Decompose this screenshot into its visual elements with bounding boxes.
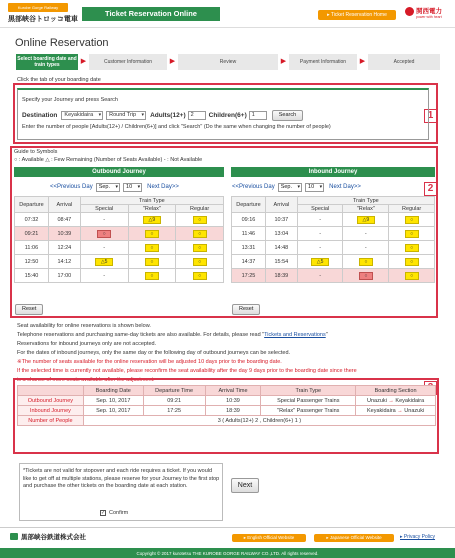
- info-warning-1: ※The number of seats available for the online reservation will be adjusted 10 days prior to the boarding date.: [17, 359, 282, 365]
- info-line-3: Reservations for inbound journeys only are not accepted.: [17, 341, 157, 347]
- relax-seat-cell: [128, 269, 176, 283]
- th-regular: Regular: [389, 205, 435, 213]
- chevron-down-icon: ▾: [137, 183, 141, 190]
- special-seat-button[interactable]: ○: [97, 230, 111, 238]
- trip-type-select[interactable]: [106, 111, 146, 120]
- special-seat-button[interactable]: △5: [311, 258, 329, 266]
- ticket-reservation-home-link[interactable]: ▸ Ticket Reservation Home: [318, 10, 396, 20]
- th-departure: Departure: [232, 197, 266, 213]
- regular-seat-cell: [176, 227, 224, 241]
- summary-inbound-date: Sep. 10, 2017: [83, 406, 143, 416]
- regular-seat-cell: [389, 213, 435, 227]
- regular-seat-cell: [389, 269, 435, 283]
- relax-seat-cell: -: [343, 227, 389, 241]
- regular-seat-cell: [176, 269, 224, 283]
- arrival-time-cell: 15:54: [265, 255, 297, 269]
- th-special: Special: [297, 205, 343, 213]
- inbound-row: [232, 269, 435, 283]
- relax-seat-button[interactable]: ○: [359, 258, 373, 266]
- info-warning-3: is a chance of more seats available after the adjustment.: [17, 377, 155, 383]
- next-button[interactable]: Next: [231, 478, 259, 493]
- summary-header-section: Boarding Section: [356, 386, 436, 396]
- japanese-website-link[interactable]: ▸ Japanese Official Website: [314, 534, 394, 542]
- summary-header-blank: [18, 386, 84, 396]
- inbound-row: [232, 255, 435, 269]
- summary-people-row: [18, 416, 436, 426]
- outbound-row: [15, 255, 224, 269]
- relax-seat-button[interactable]: ○: [145, 244, 159, 252]
- summary-inbound-departure: 17:25: [143, 406, 205, 416]
- english-website-link[interactable]: ▸ English Official Website: [232, 534, 306, 542]
- inbound-row: [232, 241, 435, 255]
- destination-label: Destination: [22, 111, 58, 119]
- arrival-time-cell: 10:39: [48, 227, 80, 241]
- inbound-timetable: [231, 196, 435, 283]
- special-seat-cell: [297, 255, 343, 269]
- annotation-number-2: 2: [424, 182, 437, 196]
- outbound-previous-day-link[interactable]: <<Previous Day: [50, 184, 93, 190]
- th-regular: Regular: [176, 205, 224, 213]
- departure-time-cell: 12:50: [15, 255, 49, 269]
- summary-outbound-section: [356, 396, 436, 406]
- inbound-previous-day-link[interactable]: <<Previous Day: [232, 184, 275, 190]
- arrow-right-icon: →: [397, 407, 403, 414]
- relax-seat-button[interactable]: ○: [359, 272, 373, 280]
- outbound-day-value: 10: [126, 183, 133, 190]
- inbound-day-value: 10: [308, 183, 315, 190]
- departure-time-cell: 09:21: [15, 227, 49, 241]
- summary-inbound-arrival: 18:39: [205, 406, 261, 416]
- chevron-down-icon: ▾: [98, 111, 102, 118]
- departure-time-cell: 17:25: [232, 269, 266, 283]
- footer-company-name: 黒部峡谷鉄道株式会社: [21, 534, 86, 541]
- arrival-time-cell: 17:00: [48, 269, 80, 283]
- outbound-heading: Outbound Journey: [14, 167, 224, 177]
- section-to: Unazuki: [404, 407, 425, 414]
- special-seat-button[interactable]: △5: [95, 258, 113, 266]
- regular-seat-button[interactable]: ○: [193, 272, 207, 280]
- step-arrow-icon: ▶: [80, 58, 87, 65]
- regular-seat-button[interactable]: ○: [193, 258, 207, 266]
- children-input[interactable]: 1: [249, 111, 267, 120]
- info-line-2-text: Telephone reservations and purchasing same-day tickets are also available. For details, please read ": [17, 332, 265, 338]
- chevron-down-icon: ▾: [319, 183, 323, 190]
- site-header: [0, 0, 455, 28]
- special-seat-cell: -: [80, 241, 128, 255]
- logo-text: 黒部峡谷トロッコ電車: [8, 14, 78, 23]
- arrival-time-cell: 08:47: [48, 213, 80, 227]
- regular-seat-button[interactable]: ○: [405, 244, 419, 252]
- th-relax: "Relax": [343, 205, 389, 213]
- departure-time-cell: 07:32: [15, 213, 49, 227]
- outbound-next-day-link[interactable]: Next Day>>: [147, 184, 179, 190]
- outbound-month-select[interactable]: [96, 183, 120, 192]
- regular-seat-cell: [176, 255, 224, 269]
- step-select-boarding: Select boarding date and train types: [17, 56, 77, 68]
- info-line-2: [17, 332, 328, 338]
- arrival-time-cell: 14:12: [48, 255, 80, 269]
- summary-outbound-departure: 09:21: [143, 396, 205, 406]
- summary-header-arrival: Arrival Time: [205, 386, 261, 396]
- departure-time-cell: 15:40: [15, 269, 49, 283]
- step-arrow-icon: ▶: [359, 58, 366, 65]
- destination-value: Keyakidaira: [64, 111, 94, 118]
- relax-seat-cell: [128, 213, 176, 227]
- regular-seat-button[interactable]: ○: [405, 230, 419, 238]
- search-instruction: Specify your Journey and press Search: [22, 97, 118, 103]
- outbound-reset-button[interactable]: Reset: [15, 304, 43, 315]
- step-customer-information: Customer Information: [89, 54, 167, 70]
- summary-inbound-type: "Relax" Passenger Trains: [261, 406, 356, 416]
- section-to: Keyakidaira: [395, 397, 425, 404]
- outbound-row: [15, 213, 224, 227]
- notice-text: *Tickets are not valid for stopover and each ride requires a ticket. If you would like to get off at multiple stations, please reserve for your Journey to the first stop and purchase the other tickets on the boarding date at each station.: [23, 468, 220, 490]
- chevron-down-icon: ▾: [115, 183, 119, 190]
- special-seat-cell: -: [297, 241, 343, 255]
- regular-seat-cell: [389, 255, 435, 269]
- regular-seat-button[interactable]: ○: [405, 258, 419, 266]
- arrival-time-cell: 12:24: [48, 241, 80, 255]
- regular-seat-cell: [389, 227, 435, 241]
- regular-seat-button[interactable]: ○: [193, 216, 207, 224]
- info-line-4: For the dates of inbound journeys, only the same day or the following day of outbound journeys can be selected.: [17, 350, 291, 356]
- logo-badge: Kurobe Gorge Railway: [8, 3, 68, 12]
- stopover-notice: [19, 463, 223, 521]
- arrival-time-cell: 14:48: [265, 241, 297, 255]
- th-train-type: Train Type: [80, 197, 223, 205]
- summary-people-value: 3 ( Adults(12+) 2 , Children(6+) 1 ): [83, 416, 435, 426]
- summary-outbound-row: [18, 396, 436, 406]
- inbound-day-select[interactable]: [305, 183, 324, 192]
- departure-time-cell: 13:31: [232, 241, 266, 255]
- step-payment-information: Payment Information: [289, 54, 357, 70]
- outbound-row: [15, 241, 224, 255]
- step-arrow-icon: ▶: [169, 58, 176, 65]
- search-form: [22, 110, 303, 120]
- info-line-1: Seat availability for online reservations is shown below.: [17, 323, 151, 329]
- special-seat-cell: -: [297, 227, 343, 241]
- arrow-right-icon: →: [388, 397, 394, 404]
- site-footer: [0, 527, 455, 558]
- departure-time-cell: 14:37: [232, 255, 266, 269]
- outbound-month-value: Sep.: [98, 183, 111, 190]
- outbound-date-nav: [50, 182, 179, 192]
- summary-outbound-date: Sep. 10, 2017: [83, 396, 143, 406]
- checkbox-checked-icon[interactable]: ✓: [101, 510, 106, 516]
- summary-outbound-type: Special Passenger Trains: [261, 396, 356, 406]
- kepco-mark-icon: [405, 7, 414, 16]
- special-seat-cell: -: [80, 213, 128, 227]
- regular-seat-button[interactable]: ○: [405, 272, 419, 280]
- th-arrival: Arrival: [48, 197, 80, 213]
- inbound-month-select[interactable]: [278, 183, 302, 192]
- reservation-summary: [17, 385, 436, 426]
- th-relax: "Relax": [128, 205, 176, 213]
- departure-time-cell: 11:06: [15, 241, 49, 255]
- tab-note: Click the tab of your boarding date: [17, 77, 101, 83]
- special-seat-cell: -: [297, 269, 343, 283]
- trip-type-value: Round Trip: [109, 111, 137, 118]
- inbound-next-day-link[interactable]: Next Day>>: [329, 184, 361, 190]
- arrival-time-cell: 18:39: [265, 269, 297, 283]
- kepco-logo[interactable]: [405, 5, 449, 23]
- kepco-tagline: power with heart: [416, 15, 442, 19]
- regular-seat-cell: [389, 241, 435, 255]
- footer-company: [10, 532, 86, 541]
- chevron-down-icon: ▾: [141, 111, 145, 118]
- regular-seat-button[interactable]: ○: [405, 216, 419, 224]
- privacy-policy-link[interactable]: ▸ Privacy Policy: [400, 534, 436, 540]
- kepco-name: 関西電力: [416, 7, 442, 15]
- special-seat-cell: [80, 255, 128, 269]
- relax-seat-cell: [128, 255, 176, 269]
- relax-seat-cell: [128, 227, 176, 241]
- step-arrow-icon: ▶: [280, 58, 287, 65]
- info-line-2-end: ": [325, 332, 328, 338]
- adults-input[interactable]: 2: [188, 111, 206, 120]
- step-review: Review: [178, 54, 278, 70]
- confirm-checkbox[interactable]: [100, 510, 128, 516]
- regular-seat-cell: [176, 213, 224, 227]
- special-seat-cell: -: [297, 213, 343, 227]
- regular-seat-button[interactable]: ○: [193, 230, 207, 238]
- arrival-time-cell: 13:04: [265, 227, 297, 241]
- info-warning-2: If the selected time is currently not available, please reconfirm the seat availability after the day 9 days prior to the boarding date since there: [17, 368, 357, 374]
- inbound-row: [232, 227, 435, 241]
- relax-seat-cell: [343, 269, 389, 283]
- special-seat-cell: [80, 227, 128, 241]
- section-from: Unazuki: [366, 397, 387, 404]
- relax-seat-button[interactable]: △9: [143, 216, 161, 224]
- adults-label: Adults(12+): [150, 111, 186, 119]
- summary-outbound-arrival: 10:39: [205, 396, 261, 406]
- destination-select[interactable]: [61, 111, 103, 120]
- relax-seat-button[interactable]: ○: [145, 272, 159, 280]
- summary-inbound-row: [18, 406, 436, 416]
- summary-inbound-label: Inbound Journey: [18, 406, 84, 416]
- relax-seat-button[interactable]: ○: [145, 258, 159, 266]
- inbound-row: [232, 213, 435, 227]
- summary-outbound-label: Outbound Journey: [18, 396, 84, 406]
- inbound-heading: Inbound Journey: [231, 167, 435, 177]
- departure-time-cell: 11:46: [232, 227, 266, 241]
- progress-steps: [16, 54, 440, 70]
- children-label: Children(6+): [208, 111, 247, 119]
- summary-inbound-section: [356, 406, 436, 416]
- guide-legend: ○ : Available △ : Few Remaining (Number of Seats Available) - : Not Available: [14, 157, 203, 163]
- special-seat-cell: -: [80, 269, 128, 283]
- outbound-day-select[interactable]: [123, 183, 142, 192]
- th-arrival: Arrival: [265, 197, 297, 213]
- departure-time-cell: 09:16: [232, 213, 266, 227]
- regular-seat-button[interactable]: ○: [193, 244, 207, 252]
- summary-header-date: Boarding Date: [83, 386, 143, 396]
- people-instruction: Enter the number of people [Adults(12+) / Children(6+)] and click "Search" (Do the same when changing the number of people): [22, 124, 331, 130]
- chevron-down-icon: ▾: [297, 183, 301, 190]
- step-accepted: Accepted: [368, 54, 440, 70]
- outbound-row: [15, 269, 224, 283]
- relax-seat-cell: [128, 241, 176, 255]
- tickets-and-reservations-link[interactable]: Tickets and Reservations: [264, 332, 326, 338]
- relax-seat-button[interactable]: △9: [357, 216, 375, 224]
- th-departure: Departure: [15, 197, 49, 213]
- relax-seat-cell: [343, 255, 389, 269]
- th-train-type: Train Type: [297, 197, 434, 205]
- relax-seat-cell: -: [343, 241, 389, 255]
- confirm-label: Confirm: [109, 510, 129, 516]
- relax-seat-button[interactable]: ○: [145, 230, 159, 238]
- site-logo[interactable]: [8, 3, 80, 25]
- summary-header-departure: Departure Time: [143, 386, 205, 396]
- inbound-date-nav: [232, 182, 361, 192]
- guide-title: Guide to Symbols: [14, 149, 58, 155]
- relax-seat-cell: [343, 213, 389, 227]
- inbound-month-value: Sep.: [280, 183, 293, 190]
- summary-header-train-type: Train Type: [261, 386, 356, 396]
- outbound-timetable: [14, 196, 224, 283]
- page-title: Online Reservation: [15, 37, 109, 49]
- summary-people-label: Number of People: [18, 416, 84, 426]
- annotation-number-1: 1: [424, 109, 437, 123]
- search-button[interactable]: Search: [272, 110, 303, 121]
- section-from: Keyakidaira: [366, 407, 396, 414]
- copyright: Copyright © 2017 kurotetsu THE KUROBE GORGE RAILWAY CO.,LTD. All rights reserved.: [0, 548, 455, 558]
- outbound-row: [15, 227, 224, 241]
- app-title: Ticket Reservation Online: [82, 7, 220, 21]
- th-special: Special: [80, 205, 128, 213]
- regular-seat-cell: [176, 241, 224, 255]
- inbound-reset-button[interactable]: Reset: [232, 304, 260, 315]
- company-logo-icon: [10, 533, 18, 540]
- arrival-time-cell: 10:37: [265, 213, 297, 227]
